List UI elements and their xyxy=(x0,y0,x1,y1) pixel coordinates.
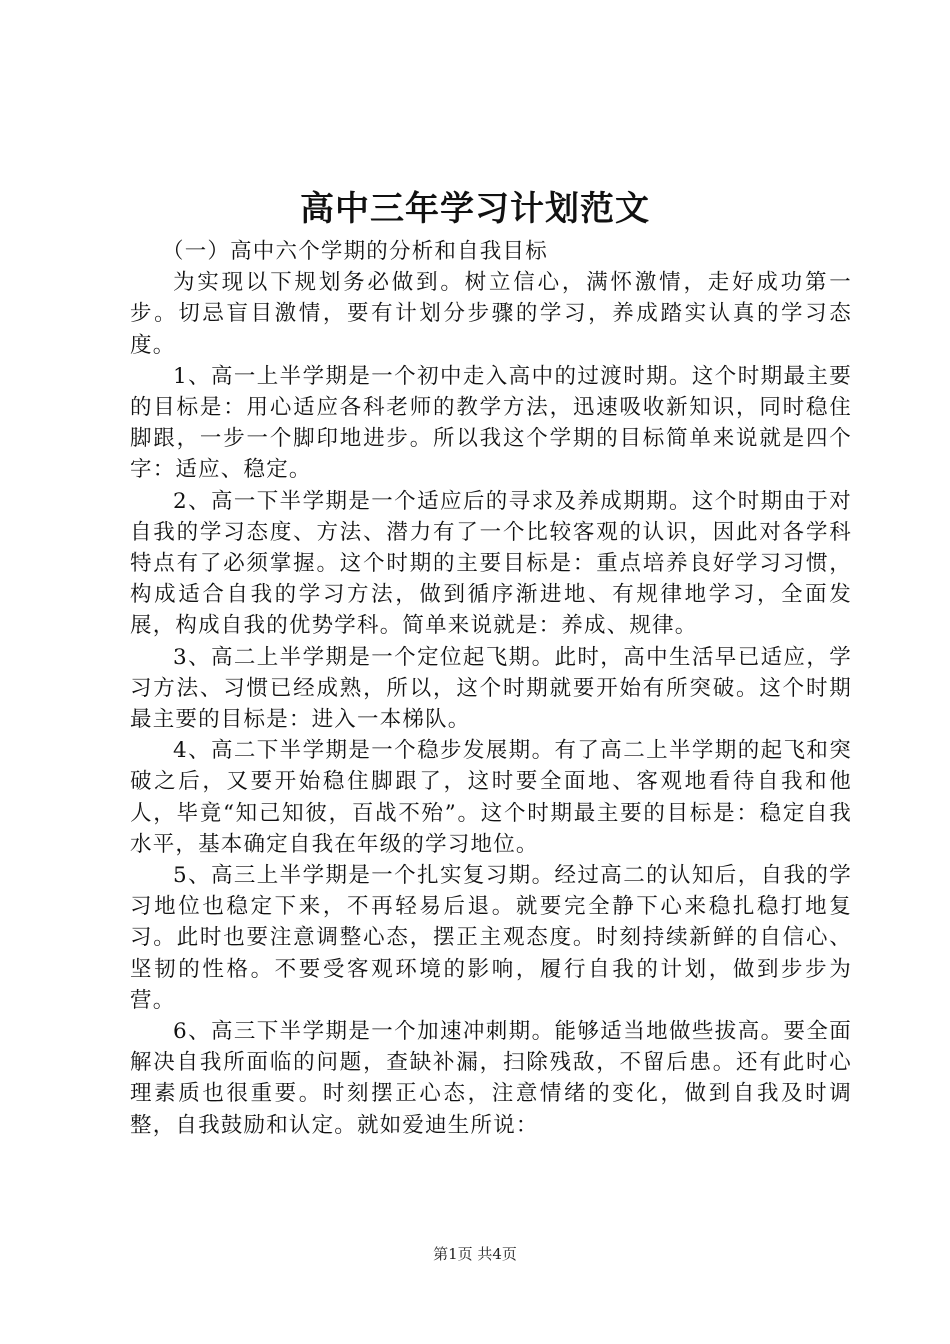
paragraph-semester-6: 6、高三下半学期是一个加速冲刺期。能够适当地做些拔高。要全面解决自我所面临的问题，查缺补漏，扫除残敌，不留后患。还有此时心理素质也很重要。时刻摆正心态，注意情绪的变化，做到自我及时调整，自我鼓励和认定。就如爱迪生所说： xyxy=(130,1019,852,1138)
document-body xyxy=(130,236,852,1141)
paragraph-semester-3: 3、高二上半学期是一个定位起飞期。此时，高中生活早已适应，学习方法、习惯已经成熟，所以，这个时期就要开始有所突破。这个时期最主要的目标是：进入一本梯队。 xyxy=(130,644,852,733)
paragraph-intro: 为实现以下规划务必做到。树立信心，满怀激情，走好成功第一步。切忌盲目激情，要有计划分步骤的学习，养成踏实认真的学习态度。 xyxy=(130,270,852,358)
paragraph-semester-4: 4、高二下半学期是一个稳步发展期。有了高二上半学期的起飞和突破之后，又要开始稳住脚跟了，这时要全面地、客观地看待自我和他人，毕竟“知己知彼，百战不殆”。这个时期最主要的目标是：稳定自我水平，基本确定自我在年级的学习地位。 xyxy=(130,738,852,857)
paragraph-semester-2: 2、高一下半学期是一个适应后的寻求及养成期期。这个时期由于对自我的学习态度、方法、潜力有了一个比较客观的认识，因此对各学科特点有了必须掌握。这个时期的主要目标是：重点培养良好学习习惯，构成适合自我的学习方法，做到循序渐进地、有规律地学习，全面发展，构成自我的优势学科。简单来说就是：养成、规律。 xyxy=(130,488,852,639)
paragraph-semester-1: 1、高一上半学期是一个初中走入高中的过渡时期。这个时期最主要的目标是：用心适应各科老师的教学方法，迅速吸收新知识，同时稳住脚跟，一步一个脚印地进步。所以我这个学期的目标简单来说就是四个字：适应、稳定。 xyxy=(130,363,852,483)
section-heading: （一）高中六个学期的分析和自我目标 xyxy=(162,239,548,264)
paragraph-semester-5: 5、高三上半学期是一个扎实复习期。经过高二的认知后，自我的学习地位也稳定下来，不再轻易后退。就要完全静下心来稳扎稳打地复习。此时也要注意调整心态，摆正主观态度。时刻持续新鲜的自信心、坚韧的性格。不要受客观环境的影响，履行自我的计划，做到步步为营。 xyxy=(130,863,852,1013)
page-footer: 第1页 共4页 xyxy=(433,1245,517,1263)
document-title: 高中三年学习计划范文 xyxy=(300,189,650,229)
